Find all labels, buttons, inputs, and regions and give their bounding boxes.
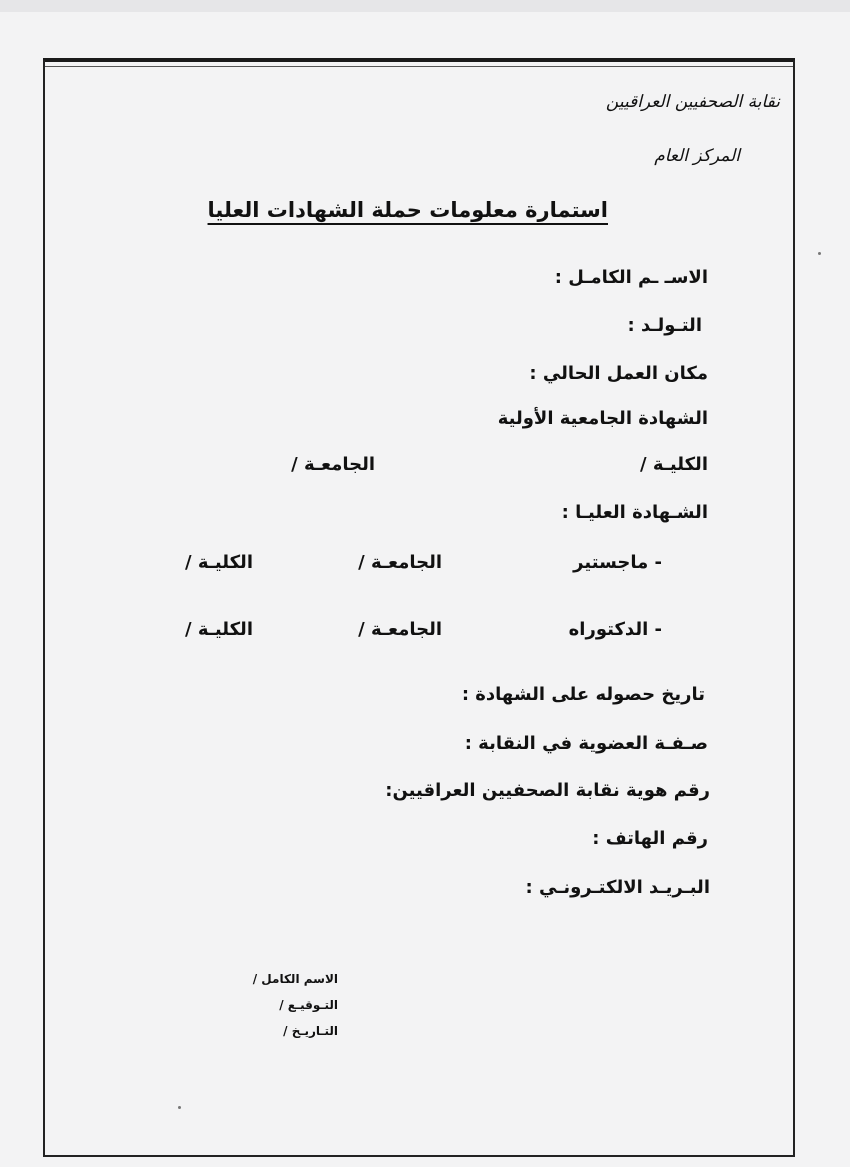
- university-field: الجامعـة /: [291, 454, 375, 475]
- form-title: استمارة معلومات حملة الشهادات العليا: [207, 198, 608, 222]
- workplace-field: مكان العمل الحالي :: [529, 363, 708, 384]
- first-degree-field: الشهادة الجامعية الأولية: [497, 408, 708, 429]
- doctorate-college: الكليـة /: [184, 619, 253, 640]
- signature-sign: التـوقيـع /: [279, 998, 338, 1012]
- degree-date-field: تاريخ حصوله على الشهادة :: [461, 684, 705, 705]
- scan-edge: [0, 0, 850, 12]
- signature-name: الاسم الكامل /: [252, 972, 338, 986]
- org-name: نقابة الصحفيين العراقيين: [605, 92, 780, 112]
- masters-college: الكليـة /: [184, 552, 253, 573]
- membership-field: صـفـة العضوية في النقابة :: [464, 733, 708, 754]
- birth-field: التـولـد :: [627, 315, 702, 336]
- page-border: [43, 60, 795, 1157]
- center-name: المركز العام: [654, 146, 740, 166]
- doctorate-university: الجامعـة /: [358, 619, 442, 640]
- masters-university: الجامعـة /: [358, 552, 442, 573]
- full-name-field: الاسـ ـم الكامـل :: [554, 267, 708, 288]
- union-id-field: رقم هوية نقابة الصحفيين العراقيين:: [385, 780, 710, 801]
- masters-label: - ماجستير: [573, 552, 662, 573]
- higher-degree-field: الشـهادة العليـا :: [561, 502, 708, 523]
- doctorate-label: - الدكتوراه: [568, 619, 662, 640]
- college-field: الكليـة /: [639, 454, 708, 475]
- phone-field: رقم الهاتف :: [592, 828, 708, 849]
- scan-speck: [818, 252, 821, 255]
- scan-speck: [178, 1106, 181, 1109]
- signature-date: التـاريـخ /: [283, 1024, 338, 1038]
- email-field: البـريـد الالكتـرونـي :: [525, 877, 710, 898]
